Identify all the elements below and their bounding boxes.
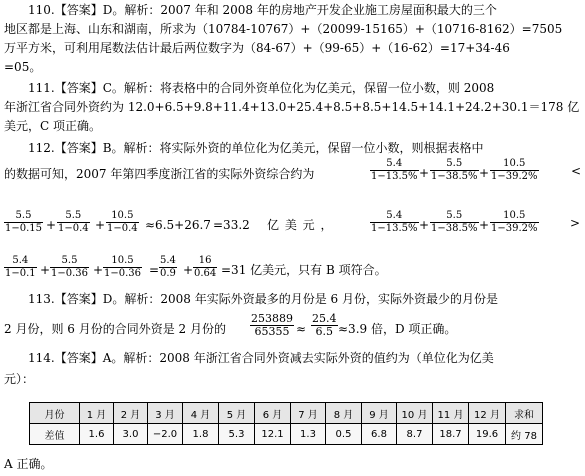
less-than-sign: < (571, 164, 582, 178)
table-cell: −2.0 (148, 424, 183, 445)
fraction: $\frac{5.5}{1-0.4}$ (58, 210, 89, 234)
plus-sign: + (95, 218, 106, 232)
fraction: $\frac{5.4}{1-0.1}$ (5, 255, 36, 279)
q112-line-1: 112.【答案】B。解析：将实际外资的单位化为亿美元，保留一位小数，则根据表格中 (28, 141, 484, 155)
fraction: $\frac{10.5}{1-39.2\%}$ (491, 210, 538, 234)
table-header-cell: 求和 (506, 403, 543, 424)
q114-line-1: 114.【答案】A。解析：2008 年浙江省合同外资减去实际外资的值约为（单位化为亿美 (28, 351, 494, 365)
fraction: $\frac{16}{0.64}$ (194, 255, 217, 279)
fraction: $\frac{5.5}{1-0.15}$ (5, 210, 43, 234)
q112-line-2: 的数据可知，2007 年第四季度浙江省的实际外资综合约为 (4, 167, 315, 181)
table-cell: 5.3 (219, 424, 255, 445)
plus-sign: + (419, 218, 430, 232)
table-header-cell: 1 月 (80, 403, 114, 424)
table-cell: 3.0 (114, 424, 148, 445)
table-cell: 1.3 (291, 424, 326, 445)
q113-line-1: 113.【答案】D。解析：2008 年实际外资最多的月份是 6 月份，实际外资最少的月份是 (28, 292, 498, 306)
table-header-cell: 9 月 (362, 403, 397, 424)
fraction: $\frac{5.5}{1-0.36}$ (51, 255, 89, 279)
q114-line-2: 元）： (4, 372, 35, 386)
table-header-cell: 7 月 (291, 403, 326, 424)
plus-sign: + (93, 263, 104, 277)
q113-line-2-end: ≈3.9 倍，D 项正确。 (338, 322, 457, 336)
table-header-cell: 6 月 (255, 403, 291, 424)
q113-line-2-start: 2 月份，则 6 月份的合同外资是 2 月份的 (4, 322, 226, 336)
table-cell: 约 78 (506, 424, 543, 445)
q111-line-1: 111.【答案】C。解析：将表格中的合同外资单位化为亿美元，保留一位小数，则 2008 (28, 81, 495, 95)
q114-line-3: A 正确。 (4, 457, 53, 471)
fraction: $\frac{253889}{65355}$ (251, 312, 293, 338)
table-header-cell: 10 月 (397, 403, 433, 424)
table-header-cell: 5 月 (219, 403, 255, 424)
plus-sign: + (479, 218, 490, 232)
equals-result: =33.2 (213, 218, 250, 232)
table-cell: 0.5 (326, 424, 362, 445)
fraction: $\frac{5.5}{1-38.5\%}$ (431, 210, 478, 234)
q110-line-3: 万平方米，可利用尾数法估计最后两位数字为（84-67）+（99-65）+（16-62）=17+34-46 (4, 41, 510, 55)
fraction: $\frac{5.4}{1-13.5\%}$ (371, 210, 418, 234)
table-header-cell: 2 月 (114, 403, 148, 424)
fraction: $\frac{10.5}{1-0.4}$ (107, 210, 138, 234)
table-cell: 1.6 (80, 424, 114, 445)
plus-sign: + (479, 166, 490, 180)
q111-line-2: 年浙江省合同外资约为 12.0+6.5+9.8+11.4+13.0+25.4+8.5+8.5+14.5+14.1+24.2+30.1＝178 亿 (4, 100, 580, 114)
table-cell: 12.1 (255, 424, 291, 445)
fraction: $\frac{5.4}{0.9}$ (160, 255, 176, 279)
plus-sign: + (46, 218, 57, 232)
fraction: $\frac{10.5}{1-39.2\%}$ (491, 158, 538, 182)
q110-line-4: =05。 (4, 60, 42, 74)
table-cell: 6.8 (362, 424, 397, 445)
table-header-cell: 4 月 (183, 403, 219, 424)
fraction: $\frac{10.5}{1-0.36}$ (104, 255, 142, 279)
table-header-cell: 月份 (30, 403, 80, 424)
table-header-cell: 11 月 (433, 403, 469, 424)
q112-conclusion: =31 亿美元，只有 B 项符合。 (221, 263, 387, 277)
approx-sign: ≈ (296, 322, 307, 336)
table-header-cell: 3 月 (148, 403, 183, 424)
fraction: $\frac{5.4}{1-13.5\%}$ (371, 158, 418, 182)
q110-line-1: 110.【答案】D。解析：2007 年和 2008 年的房地产开发企业施工房屋面积最大的三个 (28, 3, 497, 17)
table-row (30, 424, 543, 445)
fraction: $\frac{5.5}{1-38.5\%}$ (431, 158, 478, 182)
q110-line-2: 地区都是上海、山东和湖南，所求为（10784-10767）+（20099-15165）+（10716-8162）=7505 (4, 22, 563, 36)
table-header-cell: 12 月 (469, 403, 506, 424)
plus-sign: + (419, 166, 430, 180)
table-cell: 18.7 (433, 424, 469, 445)
table-cell: 差值 (30, 424, 80, 445)
table-cell: 19.6 (469, 424, 506, 445)
greater-than-sign: > (570, 216, 581, 230)
plus-sign: + (40, 263, 51, 277)
table-header-cell: 8 月 (326, 403, 362, 424)
difference-table (29, 402, 543, 445)
plus-sign: + (183, 263, 194, 277)
unit-text: 亿 美 元 ， (267, 218, 334, 232)
table-header-row (30, 403, 543, 424)
table-cell: 8.7 (397, 424, 433, 445)
fraction: $\frac{25.4}{6.5}$ (312, 312, 337, 338)
q111-line-3: 美元，C 项正确。 (4, 119, 101, 133)
approx-expression: ≈6.5+26.7 (145, 218, 211, 232)
equals-sign: = (149, 263, 160, 277)
table-cell: 1.8 (183, 424, 219, 445)
